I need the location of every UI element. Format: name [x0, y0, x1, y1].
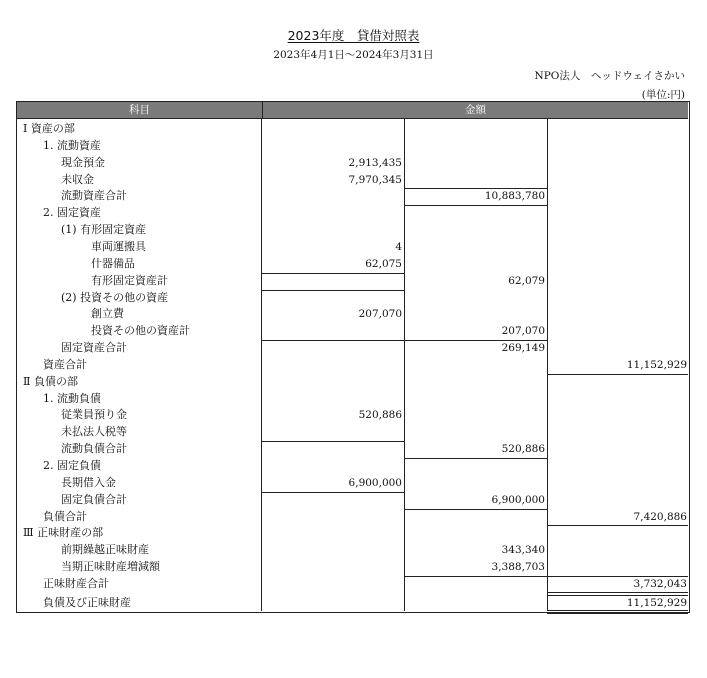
amount-c1: 6,900,000	[348, 476, 402, 489]
amount-c2: 343,340	[501, 544, 545, 557]
row-label: 負債及び正味財産	[43, 595, 131, 609]
row-label: 2. 固定資産	[43, 206, 101, 220]
row-label: 有形固定資産計	[91, 273, 168, 287]
row-label: 車両運搬具	[91, 239, 146, 253]
row-label: 固定資産合計	[61, 341, 127, 355]
row-label: 負債合計	[43, 509, 87, 523]
amount-c2: 6,900,000	[491, 493, 545, 506]
row-label: Ⅰ 資産の部	[23, 122, 75, 135]
fiscal-period: 2023年4月1日～2024年3月31日	[273, 49, 434, 61]
row-label: 1. 流動資産	[43, 138, 101, 152]
row-label: (2) 投資その他の資産	[61, 290, 169, 304]
grid-line	[261, 492, 404, 493]
amount-c1: 520,886	[358, 409, 402, 422]
amount-c1: 62,075	[365, 257, 402, 270]
row-label: 従業員預り金	[61, 408, 127, 422]
grid-line	[261, 441, 404, 442]
amount-c2: 10,883,780	[484, 190, 545, 203]
row-label: (1) 有形固定資産	[61, 223, 147, 237]
row-label: 創立費	[91, 307, 124, 321]
row-label: 什器備品	[91, 256, 135, 270]
grid-line	[261, 119, 262, 611]
grid-line	[547, 374, 688, 375]
row-label: 資産合計	[43, 357, 87, 371]
amount-c3: 11,152,929	[626, 596, 687, 609]
row-label: 現金預金	[61, 155, 105, 169]
row-label: 前期繰越正味財産	[61, 543, 149, 557]
amount-c2: 3,388,703	[491, 561, 545, 574]
amount-c3: 3,732,043	[633, 577, 687, 590]
row-label: 投資その他の資産計	[91, 324, 190, 338]
organization-name: NPO法人 ヘッドウェイさかい	[534, 70, 685, 82]
amount-c3: 7,420,886	[633, 510, 687, 523]
row-label: 流動負債合計	[61, 442, 127, 456]
row-label: 未払法人税等	[61, 425, 127, 439]
amount-c2: 62,079	[508, 274, 545, 287]
row-label: 流動資産合計	[61, 189, 127, 203]
grid-line	[404, 458, 547, 459]
grid-line	[547, 525, 688, 526]
grid-line	[404, 509, 547, 510]
amount-c1: 4	[395, 240, 402, 253]
grid-line	[547, 119, 548, 611]
row-label: 正味財産合計	[43, 576, 109, 590]
header-amount: 金額	[262, 102, 688, 119]
amount-c2: 269,149	[501, 342, 545, 355]
grid-line	[261, 273, 404, 274]
row-label: 長期借入金	[61, 475, 116, 489]
grid-line	[261, 290, 404, 291]
amount-c1: 7,970,345	[348, 173, 402, 186]
grid-line	[404, 119, 405, 611]
amount-c2: 207,070	[501, 325, 545, 338]
amount-c1: 2,913,435	[348, 156, 402, 169]
row-label: 当期正味財産増減額	[61, 560, 160, 574]
row-label: 2. 固定負債	[43, 459, 101, 472]
row-label: 1. 流動負債	[43, 391, 101, 405]
grid-line	[261, 340, 404, 341]
document-title: 2023年度 貸借対照表	[287, 28, 420, 43]
currency-unit: (単位:円)	[641, 89, 685, 101]
grid-line	[404, 576, 547, 577]
amount-c2: 520,886	[501, 443, 545, 456]
grid-line	[404, 205, 547, 206]
amount-c1: 207,070	[358, 308, 402, 321]
row-label: 未収金	[61, 172, 94, 186]
balance-sheet-table	[16, 101, 690, 613]
header-subject: 科目	[17, 102, 262, 119]
amount-c3: 11,152,929	[626, 358, 687, 371]
row-label: Ⅲ 正味財産の部	[23, 526, 104, 540]
row-label: 固定負債合計	[61, 492, 127, 506]
row-label: Ⅱ 負債の部	[23, 374, 78, 388]
